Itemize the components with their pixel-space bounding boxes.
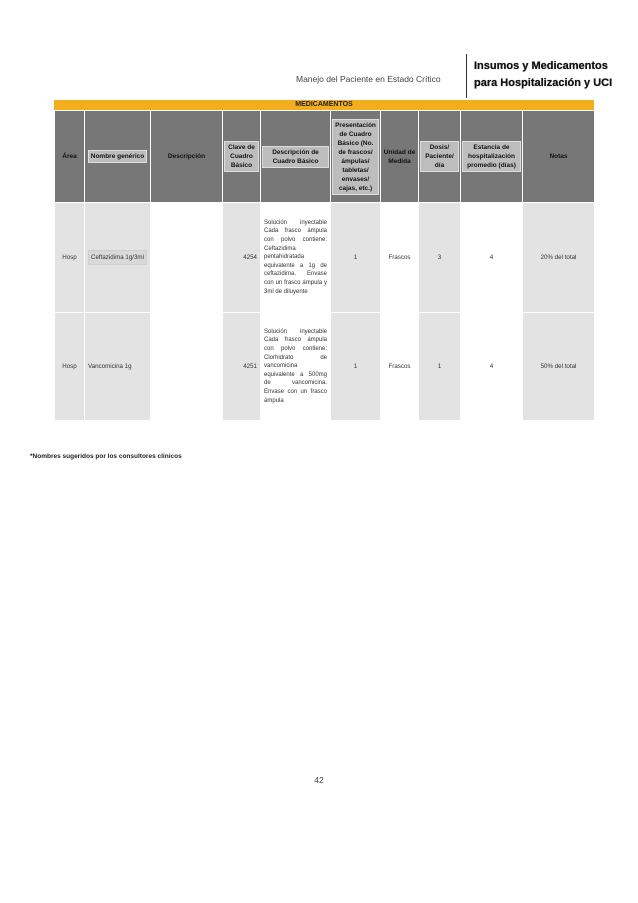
col-header-descripcion: Descripción [151,111,223,203]
cell-notas: 20% del total [523,203,595,313]
cell-unidad: Frascos [381,203,419,313]
medications-table-container [54,100,594,421]
footnote: *Nombres sugeridos por los consultores clínicos [30,453,182,460]
cell-descripcion [151,313,223,421]
cell-notas: 50% del total [523,313,595,421]
running-header-subtitle: Manejo del Paciente en Estado Crítico [296,74,441,84]
cell-presentacion: 1 [331,203,381,313]
cell-unidad: Frascos [381,313,419,421]
col-header-notas: Notas [523,111,595,203]
table-row [55,203,595,313]
cell-desc-cuadro: Solución inyectable Cada frasco ámpula con polvo contiene: Clorhidrato de vancomicina equivalente a 500mg de vancomicina. Envase con un frasco ámpula [261,313,331,421]
cell-desc-cuadro: Solución inyectable Cada frasco ámpula con polvo contiene: Ceftazidima pentahidratada equivalente a 1g de ceftazidima. Envase con un frasco ámpula y 3ml de diluyente [261,203,331,313]
cell-estancia: 4 [461,203,523,313]
header-divider [466,54,467,98]
col-header-presentacion: Presentación de Cuadro Básico (No. de frascos/ ámpulas/ tabletas/ envases/ cajas, etc.) [331,111,381,203]
cell-presentacion: 1 [331,313,381,421]
cell-clave: 4251 [223,313,261,421]
cell-nombre: Vancomicina 1g [85,313,151,421]
cell-clave: 4254 [223,203,261,313]
cell-nombre: Ceftazidima 1g/3ml [85,203,151,313]
col-header-unidad: Unidad de Medida [381,111,419,203]
section-title: MEDICAMENTOS [54,100,594,110]
medications-table [54,110,595,421]
page-number: 42 [314,775,324,785]
col-header-nombre: Nombre genérico [85,111,151,203]
cell-area: Hosp [55,203,85,313]
cell-descripcion [151,203,223,313]
col-header-desc-cuadro: Descripción de Cuadro Básico [261,111,331,203]
col-header-clave: Clave de Cuadro Básico [223,111,261,203]
cell-dosis: 3 [419,203,461,313]
table-row [55,313,595,421]
header-title-line2: para Hospitalización y UCI [474,77,613,89]
cell-dosis: 1 [419,313,461,421]
cell-estancia: 4 [461,313,523,421]
header-title-line1: Insumos y Medicamentos [474,60,608,72]
running-header-title [474,58,612,92]
table-header-row [55,111,595,203]
cell-area: Hosp [55,313,85,421]
col-header-estancia: Estancia de hospitalización promedio (días) [461,111,523,203]
col-header-area: Área [55,111,85,203]
col-header-dosis: Dosis/ Paciente/ día [419,111,461,203]
